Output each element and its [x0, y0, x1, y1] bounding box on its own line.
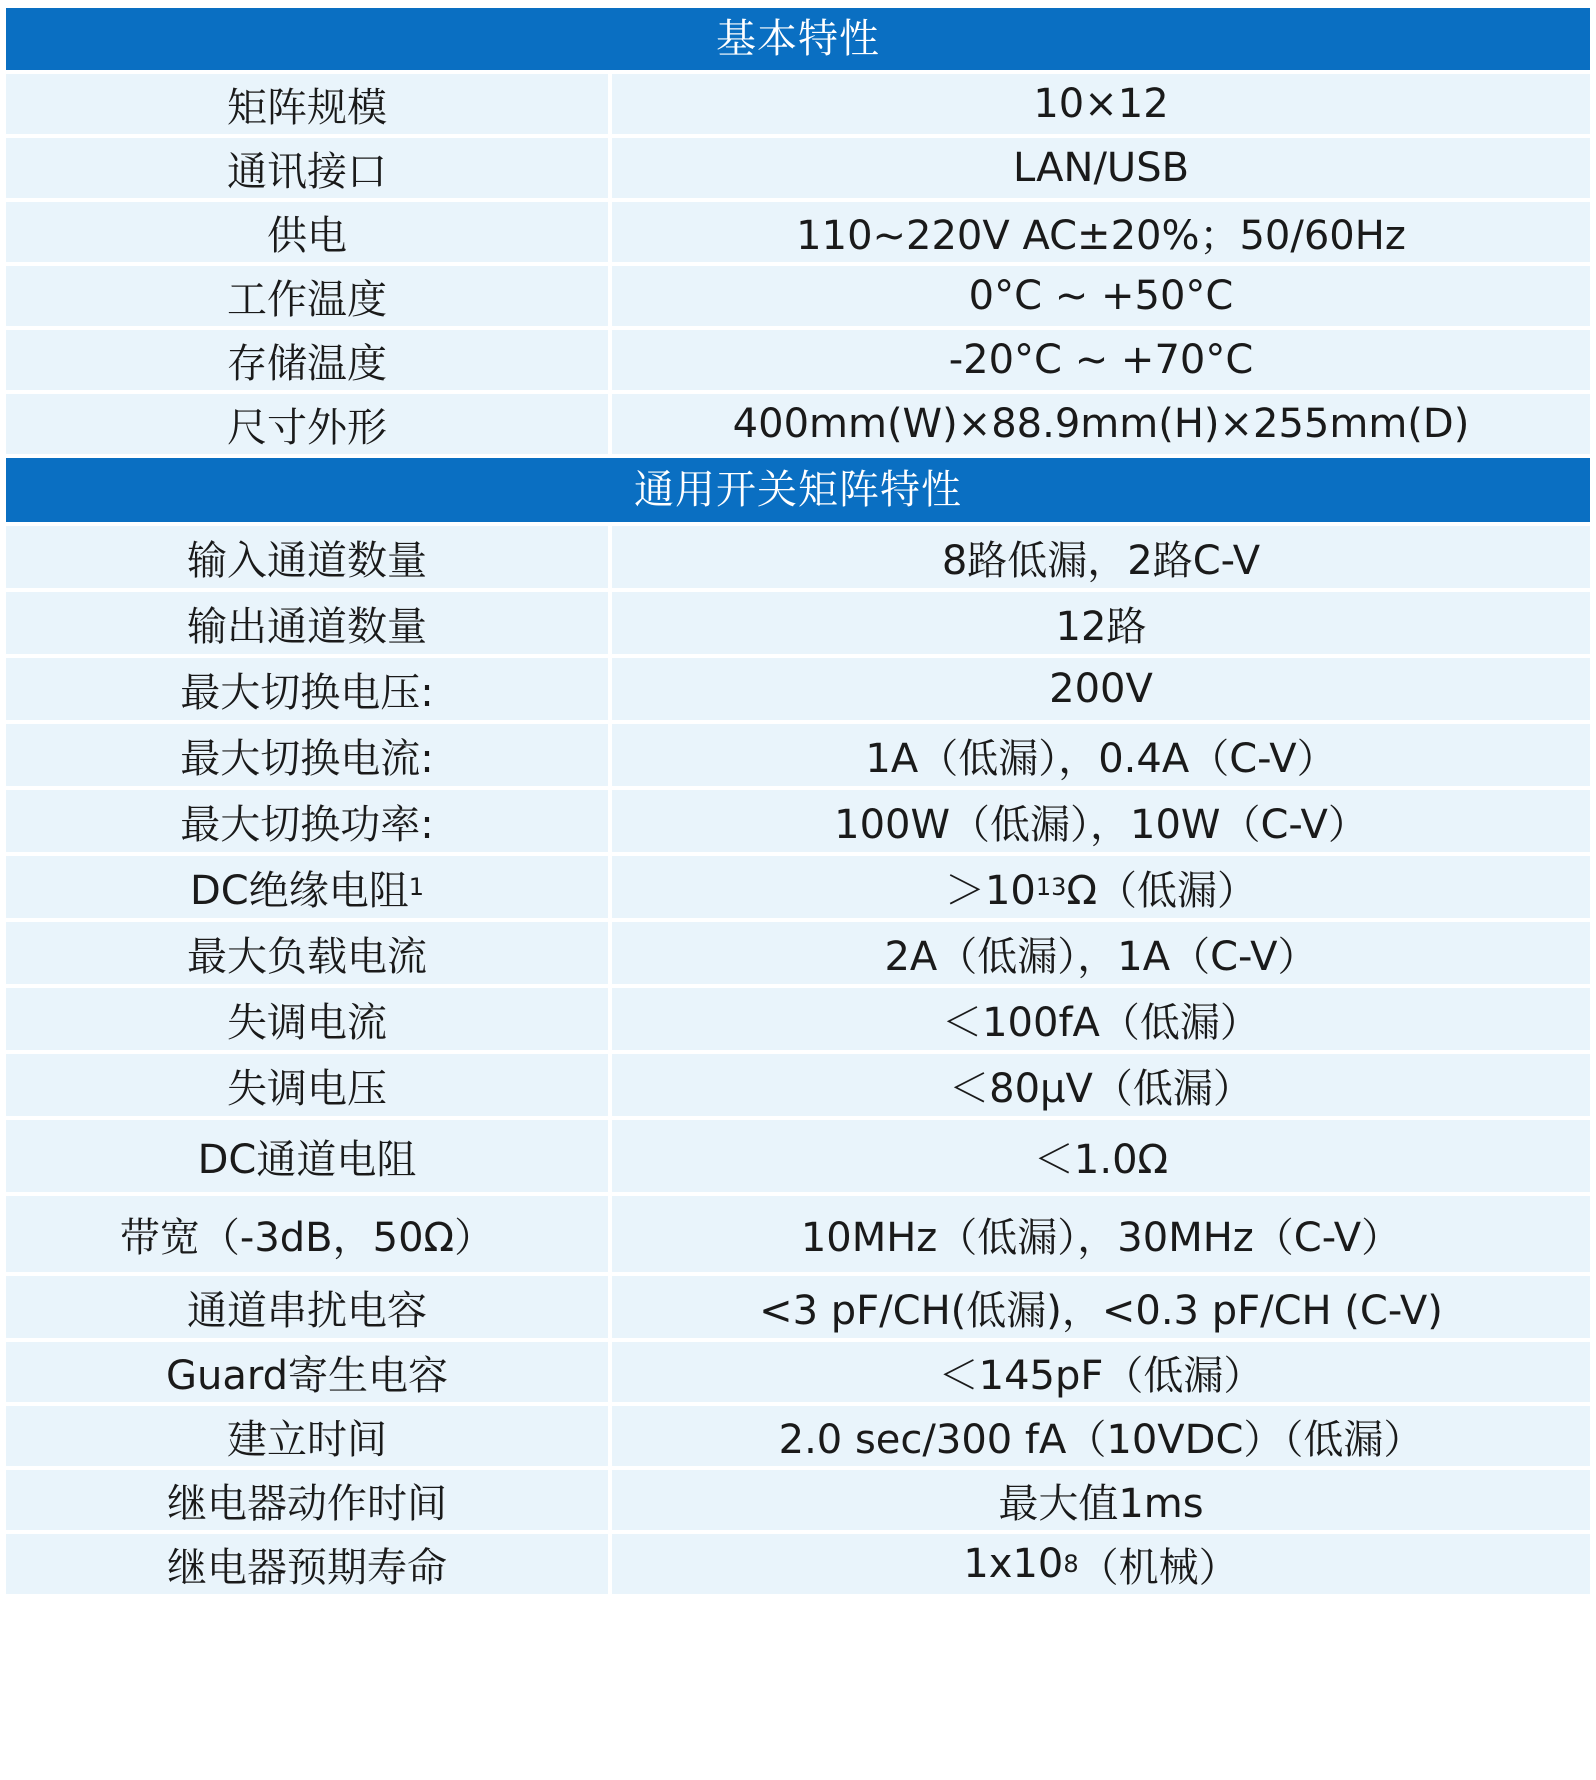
spec-label: 矩阵规模 — [6, 74, 608, 134]
spec-label: 建立时间 — [6, 1406, 608, 1466]
spec-label: 最大切换电压: — [6, 658, 608, 720]
spec-value: 8路低漏，2路C-V — [612, 526, 1590, 588]
table-row — [6, 394, 1590, 454]
spec-label: 最大负载电流 — [6, 922, 608, 984]
spec-label: 供电 — [6, 202, 608, 262]
table-row — [6, 1342, 1590, 1402]
spec-value: 2.0 sec/300 fA（10VDC）（低漏） — [612, 1406, 1590, 1466]
spec-label: 工作温度 — [6, 266, 608, 326]
spec-value: 400mm(W)×88.9mm(H)×255mm(D) — [612, 394, 1590, 454]
spec-label: 尺寸外形 — [6, 394, 608, 454]
spec-label: Guard寄生电容 — [6, 1342, 608, 1402]
spec-value: 110~220V AC±20%；50/60Hz — [612, 202, 1590, 262]
spec-label: DC通道电阻 — [6, 1120, 608, 1192]
spec-value: 200V — [612, 658, 1590, 720]
spec-value: 10×12 — [612, 74, 1590, 134]
table-row — [6, 1534, 1590, 1594]
table-row — [6, 138, 1590, 198]
spec-value: 0°C ~ +50°C — [612, 266, 1590, 326]
spec-label: 最大切换功率: — [6, 790, 608, 852]
spec-value-suffix: Ω（低漏） — [1066, 867, 1258, 914]
table-row — [6, 988, 1590, 1050]
spec-label: 继电器预期寿命 — [6, 1534, 608, 1594]
table-row — [6, 724, 1590, 786]
table-row — [6, 266, 1590, 326]
spec-value: ＜100fA（低漏） — [612, 988, 1590, 1050]
table-row — [6, 922, 1590, 984]
spec-value: -20°C ~ +70°C — [612, 330, 1590, 390]
spec-value: 1A（低漏），0.4A（C-V） — [612, 724, 1590, 786]
spec-label-text: DC绝缘电阻 — [189, 867, 409, 914]
spec-value: ＞10 13 Ω（低漏） — [612, 856, 1590, 918]
spec-label: 带宽（-3dB，50Ω） — [6, 1196, 608, 1272]
spec-value: ＜80μV（低漏） — [612, 1054, 1590, 1116]
section-header-basic: 基本特性 — [6, 8, 1590, 70]
table-row — [6, 790, 1590, 852]
table-row — [6, 1120, 1590, 1192]
spec-label: 输入通道数量 — [6, 526, 608, 588]
table-row — [6, 1196, 1590, 1272]
spec-value: ＜145pF（低漏） — [612, 1342, 1590, 1402]
spec-label: 输出通道数量 — [6, 592, 608, 654]
table-row — [6, 1406, 1590, 1466]
spec-value: LAN/USB — [612, 138, 1590, 198]
spec-value: ＜1.0Ω — [612, 1120, 1590, 1192]
spec-label: DC绝缘电阻 1 — [6, 856, 608, 918]
table-row — [6, 330, 1590, 390]
spec-label: 通道串扰电容 — [6, 1276, 608, 1338]
spec-value: <3 pF/CH(低漏)，<0.3 pF/CH (C-V) — [612, 1276, 1590, 1338]
spec-value-suffix: （机械） — [1078, 1544, 1239, 1591]
table-row — [6, 202, 1590, 262]
table-row — [6, 658, 1590, 720]
spec-table — [6, 8, 1590, 1598]
spec-value: 12路 — [612, 592, 1590, 654]
spec-value-text: 1x10 — [963, 1541, 1064, 1587]
table-row — [6, 526, 1590, 588]
spec-value: 2A（低漏），1A（C-V） — [612, 922, 1590, 984]
table-row — [6, 856, 1590, 918]
table-row — [6, 74, 1590, 134]
table-row — [6, 1470, 1590, 1530]
spec-label: 失调电流 — [6, 988, 608, 1050]
spec-label: 继电器动作时间 — [6, 1470, 608, 1530]
spec-label: 存储温度 — [6, 330, 608, 390]
spec-value: 10MHz（低漏），30MHz（C-V） — [612, 1196, 1590, 1272]
table-row — [6, 592, 1590, 654]
spec-label: 最大切换电流: — [6, 724, 608, 786]
spec-value-text: ＞10 — [944, 867, 1036, 914]
table-row — [6, 1054, 1590, 1116]
spec-value: 100W（低漏），10W（C-V） — [612, 790, 1590, 852]
table-row — [6, 1276, 1590, 1338]
spec-label: 失调电压 — [6, 1054, 608, 1116]
spec-value: 最大值1ms — [612, 1470, 1590, 1530]
spec-label: 通讯接口 — [6, 138, 608, 198]
spec-value: 1x10 8 （机械） — [612, 1534, 1590, 1594]
section-header-general: 通用开关矩阵特性 — [6, 458, 1590, 522]
